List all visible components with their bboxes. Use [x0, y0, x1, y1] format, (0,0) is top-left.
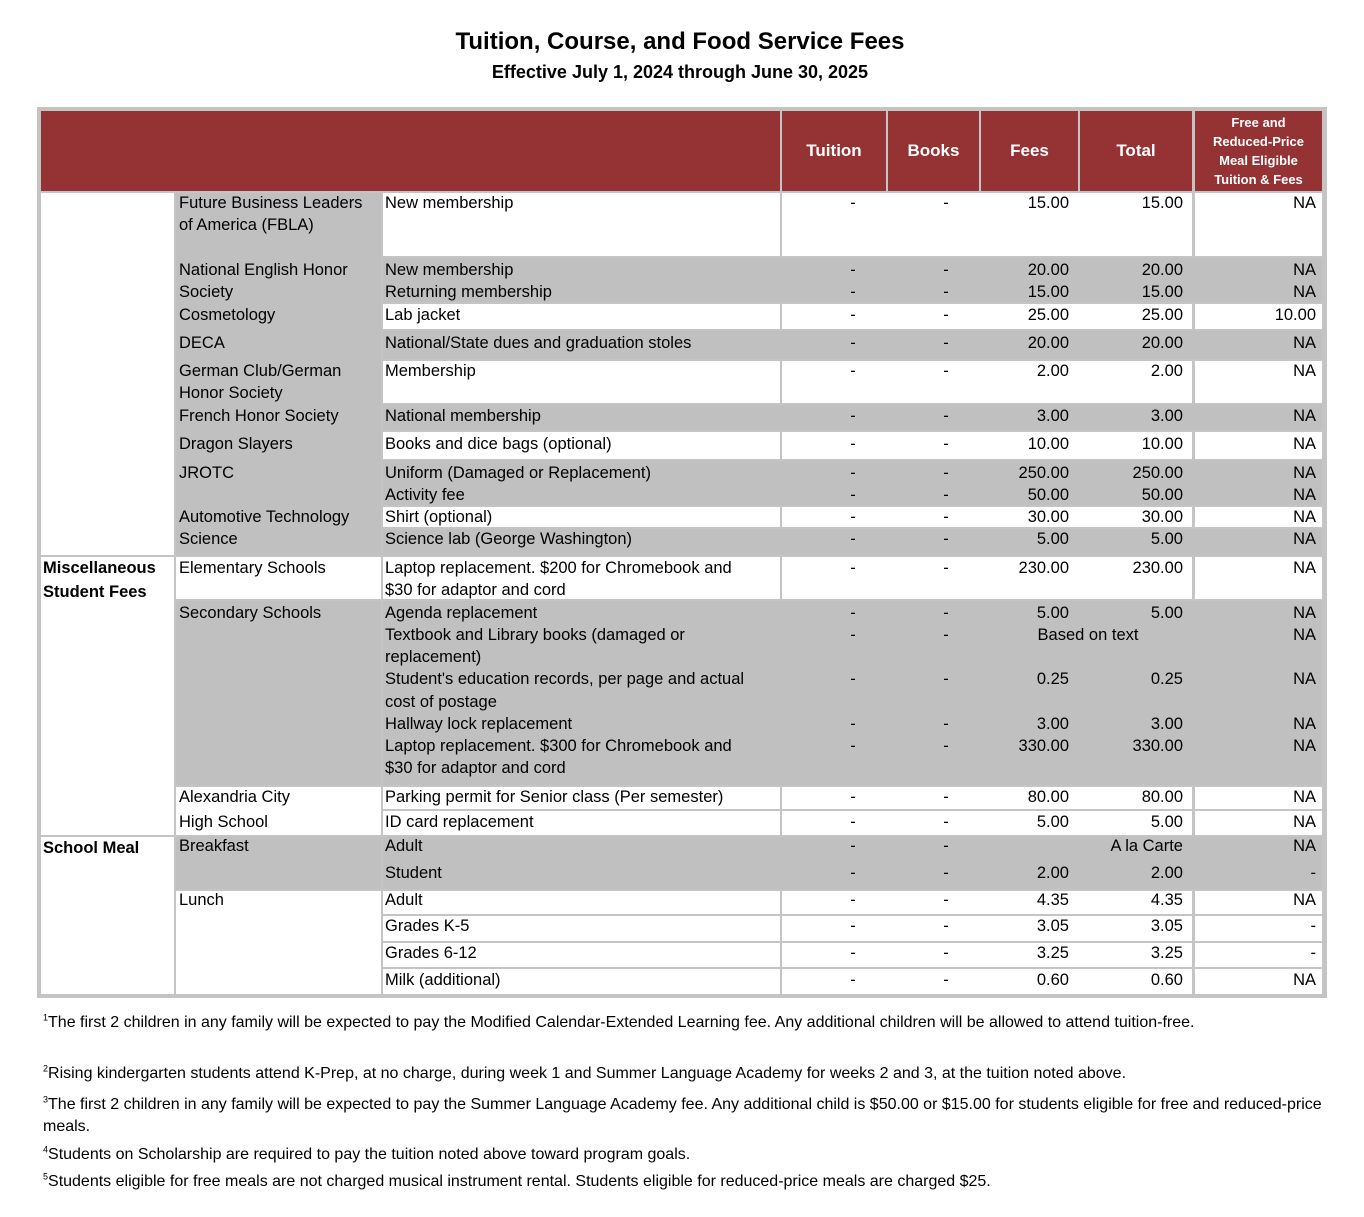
- cell-tuition: -: [850, 864, 856, 882]
- cell-books: -: [943, 283, 949, 301]
- cell-program: JROTC: [179, 464, 234, 482]
- cell-fees: 30.00: [1027, 508, 1069, 526]
- cell-tuition: -: [850, 194, 856, 212]
- cell-fees: 20.00: [1027, 334, 1069, 352]
- cell-total: 5.00: [1150, 604, 1183, 622]
- footnote-text: The first 2 children in any family will be expected to pay the Modified Calendar-Extended Learning fee. Any additional children will be allowed to attend tuition-free.: [48, 1014, 1195, 1031]
- cell-fees: 0.25: [1036, 670, 1069, 688]
- cell-fees: 10.00: [1027, 435, 1069, 453]
- cell-free: NA: [1293, 486, 1316, 504]
- header-free-reduced: [1195, 111, 1322, 191]
- cell-free: -: [1310, 944, 1316, 962]
- footnote-mark: 2: [43, 1063, 49, 1074]
- cell-free: -: [1310, 917, 1316, 935]
- cell-program: Science: [179, 530, 238, 548]
- cell-free: NA: [1293, 604, 1316, 622]
- cell-fees: 5.00: [1036, 813, 1069, 831]
- cell-item: Membership: [385, 362, 476, 380]
- cell-total: 4.35: [1150, 891, 1183, 909]
- cell-tuition: -: [850, 837, 856, 855]
- header-free-line: Meal Eligible: [1219, 153, 1298, 168]
- cell-total: 2.00: [1150, 864, 1183, 882]
- cell-item: Laptop replacement. $200 for Chromebook and: [385, 559, 732, 577]
- cell-item: ID card replacement: [385, 813, 534, 831]
- cell-total: 20.00: [1141, 334, 1183, 352]
- cell-books: -: [943, 261, 949, 279]
- cell-fees: 3.05: [1036, 917, 1069, 935]
- cell-books: -: [943, 891, 949, 909]
- cell-total: 20.00: [1141, 261, 1183, 279]
- cell-tuition: -: [850, 283, 856, 301]
- cell-program: German Club/German: [179, 362, 342, 380]
- cell-tuition: -: [850, 435, 856, 453]
- cell-free: NA: [1293, 737, 1316, 755]
- cell-free: NA: [1293, 788, 1316, 806]
- cell-total: 3.25: [1150, 944, 1183, 962]
- cell-books: -: [943, 944, 949, 962]
- cell-item: Laptop replacement. $300 for Chromebook and: [385, 737, 732, 755]
- header-free-line: Free and: [1231, 115, 1286, 130]
- cell-free: NA: [1293, 626, 1316, 644]
- cell-books: -: [943, 486, 949, 504]
- fee-table: [37, 107, 1327, 998]
- cell-program: Lunch: [179, 891, 224, 909]
- program-band: [176, 601, 381, 785]
- cell-total: 0.25: [1150, 670, 1183, 688]
- cell-item: Science lab (George Washington): [385, 530, 633, 548]
- cell-program: Elementary Schools: [179, 559, 326, 577]
- cell-program: High School: [179, 813, 268, 831]
- cell-item: Books and dice bags (optional): [385, 435, 612, 453]
- cell-program: Honor Society: [179, 384, 283, 402]
- header-total: Total: [1080, 111, 1192, 191]
- header-fees: Fees: [981, 111, 1078, 191]
- cell-fees: 15.00: [1027, 194, 1069, 212]
- cell-tuition: -: [850, 917, 856, 935]
- cell-books: -: [943, 971, 949, 989]
- footnote: [43, 1063, 1323, 1085]
- cell-program: Society: [179, 283, 234, 301]
- footnote: [43, 1144, 1323, 1166]
- header-tuition: Tuition: [782, 111, 886, 191]
- cell-tuition: -: [850, 737, 856, 755]
- cell-item: National membership: [385, 407, 541, 425]
- cell-books: -: [943, 626, 949, 644]
- category-column-meal: [41, 837, 174, 994]
- cell-item: $30 for adaptor and cord: [385, 581, 566, 599]
- cell-fees: 2.00: [1036, 864, 1069, 882]
- cell-tuition: -: [850, 891, 856, 909]
- cell-total: 3.05: [1150, 917, 1183, 935]
- cell-free: NA: [1293, 508, 1316, 526]
- cell-free: NA: [1293, 530, 1316, 548]
- cell-program: Breakfast: [179, 837, 249, 855]
- cell-item: Adult: [385, 891, 423, 909]
- cell-free: NA: [1293, 464, 1316, 482]
- row-band: [383, 891, 780, 914]
- footnote-text: Students on Scholarship are required to pay the tuition noted above toward program goals.: [48, 1146, 691, 1163]
- cell-tuition: -: [850, 508, 856, 526]
- cell-books: -: [943, 670, 949, 688]
- cell-books: -: [943, 715, 949, 733]
- cell-tuition: -: [850, 971, 856, 989]
- cell-tuition: -: [850, 261, 856, 279]
- cell-item: replacement): [385, 648, 482, 666]
- cell-item: Adult: [385, 837, 423, 855]
- cell-item: Grades K-5: [385, 917, 470, 935]
- cell-books: -: [943, 530, 949, 548]
- cell-books: -: [943, 435, 949, 453]
- footnote-mark: 5: [43, 1171, 49, 1182]
- cell-free: NA: [1293, 891, 1316, 909]
- cell-free: NA: [1293, 813, 1316, 831]
- cell-fees: 0.60: [1036, 971, 1069, 989]
- cell-program: French Honor Society: [179, 407, 339, 425]
- footnote-text: The first 2 children in any family will be expected to pay the Summer Language Academy fee. Any additional child is $50.00 or $15.00 for students eligible for free and reduced-price meals.: [43, 1096, 1322, 1135]
- cell-fees: 5.00: [1036, 530, 1069, 548]
- cell-item: Parking permit for Senior class (Per semester): [385, 788, 724, 806]
- cell-free: NA: [1293, 670, 1316, 688]
- cell-books: -: [943, 813, 949, 831]
- cell-item: National/State dues and graduation stoles: [385, 334, 692, 352]
- cell-total: 330.00: [1132, 737, 1183, 755]
- cell-total: 0.60: [1150, 971, 1183, 989]
- cell-tuition: -: [850, 715, 856, 733]
- cell-program: Alexandria City: [179, 788, 290, 806]
- cell-fees: 4.35: [1036, 891, 1069, 909]
- header-free-line: Reduced-Price: [1212, 134, 1305, 149]
- cell-tuition: -: [850, 306, 856, 324]
- cell-fees: 3.25: [1036, 944, 1069, 962]
- cell-program: National English Honor: [179, 261, 348, 279]
- cell-tuition: -: [850, 334, 856, 352]
- cell-free: NA: [1293, 194, 1316, 212]
- cell-free: NA: [1293, 971, 1316, 989]
- cell-free: NA: [1293, 837, 1316, 855]
- cell-fees: 20.00: [1027, 261, 1069, 279]
- cell-free: NA: [1293, 334, 1316, 352]
- cell-total: A la Carte: [1110, 837, 1183, 855]
- cell-total: 15.00: [1141, 194, 1183, 212]
- cell-fees: 50.00: [1027, 486, 1069, 504]
- cell-item: New membership: [385, 194, 514, 212]
- cell-free: NA: [1293, 261, 1316, 279]
- cell-item: Returning membership: [385, 283, 552, 301]
- cell-total: 10.00: [1141, 435, 1183, 453]
- footnote-text: Students eligible for free meals are not charged musical instrument rental. Students eligible for reduced-price meals are charged $25.: [48, 1173, 991, 1190]
- cell-item: New membership: [385, 261, 514, 279]
- cell-tuition: -: [850, 559, 856, 577]
- cell-books: -: [943, 788, 949, 806]
- cell-program: Dragon Slayers: [179, 435, 293, 453]
- page-subtitle: Effective July 1, 2024 through June 30, 2025: [491, 62, 869, 82]
- cell-fees: 3.00: [1036, 715, 1069, 733]
- cell-fees: 2.00: [1036, 362, 1069, 380]
- cell-books: -: [943, 306, 949, 324]
- cell-total: 30.00: [1141, 508, 1183, 526]
- cell-books: -: [943, 837, 949, 855]
- category-label: Student Fees: [43, 583, 147, 601]
- cell-program: Future Business Leaders: [179, 194, 363, 212]
- cell-item: Hallway lock replacement: [385, 715, 573, 733]
- cell-books: -: [943, 464, 949, 482]
- cell-program: DECA: [179, 334, 225, 352]
- footnote: [43, 1094, 1323, 1138]
- cell-books: -: [943, 194, 949, 212]
- cell-total: 25.00: [1141, 306, 1183, 324]
- cell-free: NA: [1293, 407, 1316, 425]
- cell-books: -: [943, 559, 949, 577]
- cell-tuition: -: [850, 944, 856, 962]
- cell-tuition: -: [850, 788, 856, 806]
- header-free-line: Tuition & Fees: [1214, 172, 1303, 187]
- cell-books: -: [943, 508, 949, 526]
- cell-fees: 330.00: [1018, 737, 1069, 755]
- cell-tuition: -: [850, 530, 856, 548]
- page-title: Tuition, Course, and Food Service Fees: [455, 28, 905, 55]
- cell-tuition: -: [850, 407, 856, 425]
- cell-books: -: [943, 917, 949, 935]
- cell-free: NA: [1293, 559, 1316, 577]
- footnote: [43, 1012, 1323, 1034]
- cell-tuition: -: [850, 626, 856, 644]
- cell-tuition: -: [850, 604, 856, 622]
- cell-free: NA: [1293, 283, 1316, 301]
- cell-tuition: -: [850, 464, 856, 482]
- cell-fees: 80.00: [1027, 788, 1069, 806]
- cell-fees: 15.00: [1027, 283, 1069, 301]
- cell-total: 3.00: [1150, 407, 1183, 425]
- cell-books: -: [943, 407, 949, 425]
- cell-free: NA: [1293, 362, 1316, 380]
- cell-fees_total: Based on text: [1037, 626, 1139, 644]
- cell-item: $30 for adaptor and cord: [385, 759, 566, 777]
- cell-item: Grades 6-12: [385, 944, 477, 962]
- cell-tuition: -: [850, 362, 856, 380]
- cell-free: NA: [1293, 435, 1316, 453]
- category-label: School Meal: [43, 839, 140, 857]
- cell-item: Milk (additional): [385, 971, 501, 989]
- header-blank: [41, 111, 780, 191]
- cell-tuition: -: [850, 486, 856, 504]
- cell-total: 2.00: [1150, 362, 1183, 380]
- cell-fees: 230.00: [1018, 559, 1069, 577]
- cell-total: 5.00: [1150, 813, 1183, 831]
- cell-fees: 3.00: [1036, 407, 1069, 425]
- cell-books: -: [943, 362, 949, 380]
- footnote-mark: 4: [43, 1144, 49, 1155]
- cell-total: 15.00: [1141, 283, 1183, 301]
- category-column-top: [41, 193, 174, 555]
- footnote-mark: 3: [43, 1094, 49, 1105]
- cell-program: Secondary Schools: [179, 604, 322, 622]
- cell-fees: 25.00: [1027, 306, 1069, 324]
- cell-item: cost of postage: [385, 693, 497, 711]
- cell-item: Student's education records, per page and actual: [385, 670, 745, 688]
- cell-item: Uniform (Damaged or Replacement): [385, 464, 651, 482]
- cell-fees: 250.00: [1018, 464, 1069, 482]
- cell-program: Cosmetology: [179, 306, 276, 324]
- cell-item: Shirt (optional): [385, 508, 493, 526]
- cell-item: Agenda replacement: [385, 604, 538, 622]
- cell-books: -: [943, 334, 949, 352]
- cell-free: 10.00: [1274, 306, 1316, 324]
- cell-item: Student: [385, 864, 442, 882]
- cell-fees: 5.00: [1036, 604, 1069, 622]
- cell-program: of America (FBLA): [179, 216, 314, 234]
- cell-free: -: [1310, 864, 1316, 882]
- cell-books: -: [943, 604, 949, 622]
- cell-free: NA: [1293, 715, 1316, 733]
- cell-total: 230.00: [1132, 559, 1183, 577]
- cell-item: Textbook and Library books (damaged or: [385, 626, 685, 644]
- header-books: Books: [888, 111, 979, 191]
- cell-item: Activity fee: [385, 486, 465, 504]
- cell-total: 5.00: [1150, 530, 1183, 548]
- cell-books: -: [943, 737, 949, 755]
- category-label: Miscellaneous: [43, 559, 156, 577]
- cell-item: Lab jacket: [385, 306, 461, 324]
- cell-total: 3.00: [1150, 715, 1183, 733]
- footnote-mark: 1: [43, 1012, 49, 1023]
- cell-books: -: [943, 864, 949, 882]
- cell-program: Automotive Technology: [179, 508, 350, 526]
- footnote: [43, 1171, 1323, 1193]
- cell-tuition: -: [850, 670, 856, 688]
- cell-total: 250.00: [1132, 464, 1183, 482]
- cell-tuition: -: [850, 813, 856, 831]
- cell-total: 50.00: [1141, 486, 1183, 504]
- cell-total: 80.00: [1141, 788, 1183, 806]
- footnote-text: Rising kindergarten students attend K-Prep, at no charge, during week 1 and Summer Language Academy for weeks 2 and 3, at the tuition noted above.: [48, 1065, 1127, 1082]
